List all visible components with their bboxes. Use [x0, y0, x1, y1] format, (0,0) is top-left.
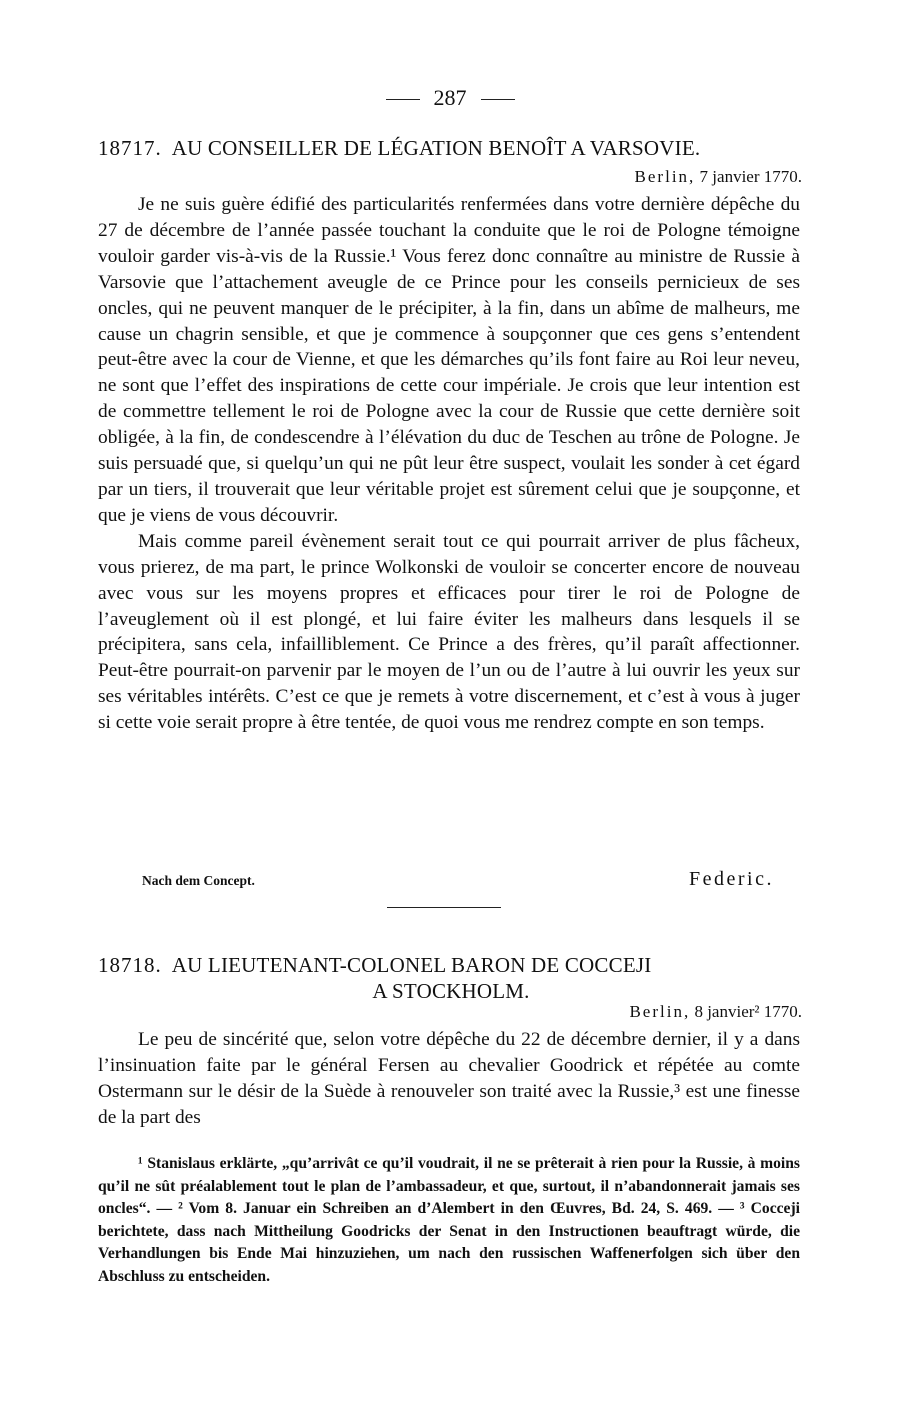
letter-dateline-18718 [629, 1001, 802, 1023]
letter-heading-18718 [98, 952, 804, 1004]
letter-date: 8 janvier² 1770. [694, 1002, 802, 1021]
letter-separator [387, 907, 501, 908]
letter-title: AU CONSEILLER DE LÉGATION BENOÎT A VARSOVIE. [171, 136, 701, 160]
letter-date: 7 janvier 1770. [699, 167, 802, 186]
body-paragraph: Le peu de sincérité que, selon votre dépêche du 22 de décembre dernier, il y a dans l’insinuation faite par le général Fersen au chevalier Goodrick et répétée au comte Ostermann sur le désir de la Suède à renouveler son traité avec la Russie,³ est une finesse de la part des [98, 1029, 800, 1128]
letter-body-18717 [98, 192, 800, 736]
letter-place: Berlin, [634, 167, 696, 186]
page-number-dash-right [481, 99, 515, 100]
source-note: Nach dem Concept. [142, 873, 255, 888]
footnotes [98, 1153, 800, 1288]
body-paragraph: Mais comme pareil évènement serait tout ce qui pourrait arriver de plus fâcheux, vous prierez, de ma part, le prince Wolkonski de vouloir se concerter encore de nouveau avec vous sur les moyens propres et efficaces pour tirer le roi de Pologne de l’aveuglement où il est plongé, et lui faire éviter les malheurs dans lesquels il se précipitera, sans cela, infailliblement. Ce Prince a des frères, qu’il paraît affectionner. Peut-être pourrait-on parvenir par le moyen de l’un ou de l’autre à lui ouvrir les yeux sur ses véritables intérêts. C’est ce que je remets à votre discernement, et c’est à vous à juger si cette voie serait propre à être tentée, de quoi vous me rendrez compte en son temps. [98, 530, 800, 734]
letter-dateline-18717 [635, 166, 802, 188]
page-number: 287 [433, 85, 467, 110]
letter-heading-18717 [98, 135, 804, 161]
letter-title-line1: AU LIEUTENANT-COLONEL BARON DE COCCEJI [171, 953, 652, 977]
page-number-row [0, 84, 900, 112]
footnote-text: ¹ Stanislaus erklärte, „qu’arrivât ce qu’il voudrait, il ne se prêterait à rien pour la Russie, à moins qu’il ne sût préalablement tout le plan de l’ambassadeur, et que, surtout, il n’abandonnerait jamais ses oncles“. — ² Vom 8. Januar ein Schreiben an d’Alembert in den Œuvres, Bd. 24, S. 469. — ³ Cocceji berichtete, dass nach Mittheilung Goodricks der Senat in den Instructionen beauftragt würde, die Verhandlungen bis Ende Mai hinzuziehen, um nach den russischen Waffenerfolgen sich über den Abschluss zu entscheiden. [98, 1155, 800, 1285]
letter-number: 18718. [98, 953, 162, 977]
letter-title-line2: A STOCKHOLM. [372, 979, 530, 1003]
page-number-dash-left [386, 99, 420, 100]
letter-number: 18717. [98, 136, 162, 160]
body-paragraph: Je ne suis guère édifié des particularités renfermées dans votre dernière dépêche du 27 de décembre de l’année passée touchant la conduite que le roi de Pologne témoigne vouloir garder vis-à-vis de la Russie.¹ Vous ferez donc connaître au ministre de Russie à Varsovie que l’attachement aveugle de ce Prince pour les conseils pernicieux de ses oncles, qui ne peuvent manquer de le précipiter, à la fin, dans un abîme de malheurs, me cause un chagrin sensible, et que je commence à soupçonner que ces gens s’entendent peut-être avec la cour de Vienne, et que les démarches qu’ils font faire au Roi leur neveu, ne sont que l’effet des inspirations de cette cour impériale. Je crois que leur intention est de commettre tellement le roi de Pologne avec la cour de Russie que cette dernière soit obligée, à la fin, de condescendre à l’élévation du duc de Teschen au trône de Pologne. Je suis persuadé que, si quelqu’un qui ne pût leur être suspect, voulait les sonder à cet égard par un tiers, il trouverait que leur véritable projet est sûrement celui que je soupçonne, et que je viens de vous découvrir. [98, 194, 800, 526]
letter-body-18718 [98, 1027, 800, 1131]
signature: Federic. [689, 868, 774, 890]
letter-place: Berlin, [629, 1002, 691, 1021]
